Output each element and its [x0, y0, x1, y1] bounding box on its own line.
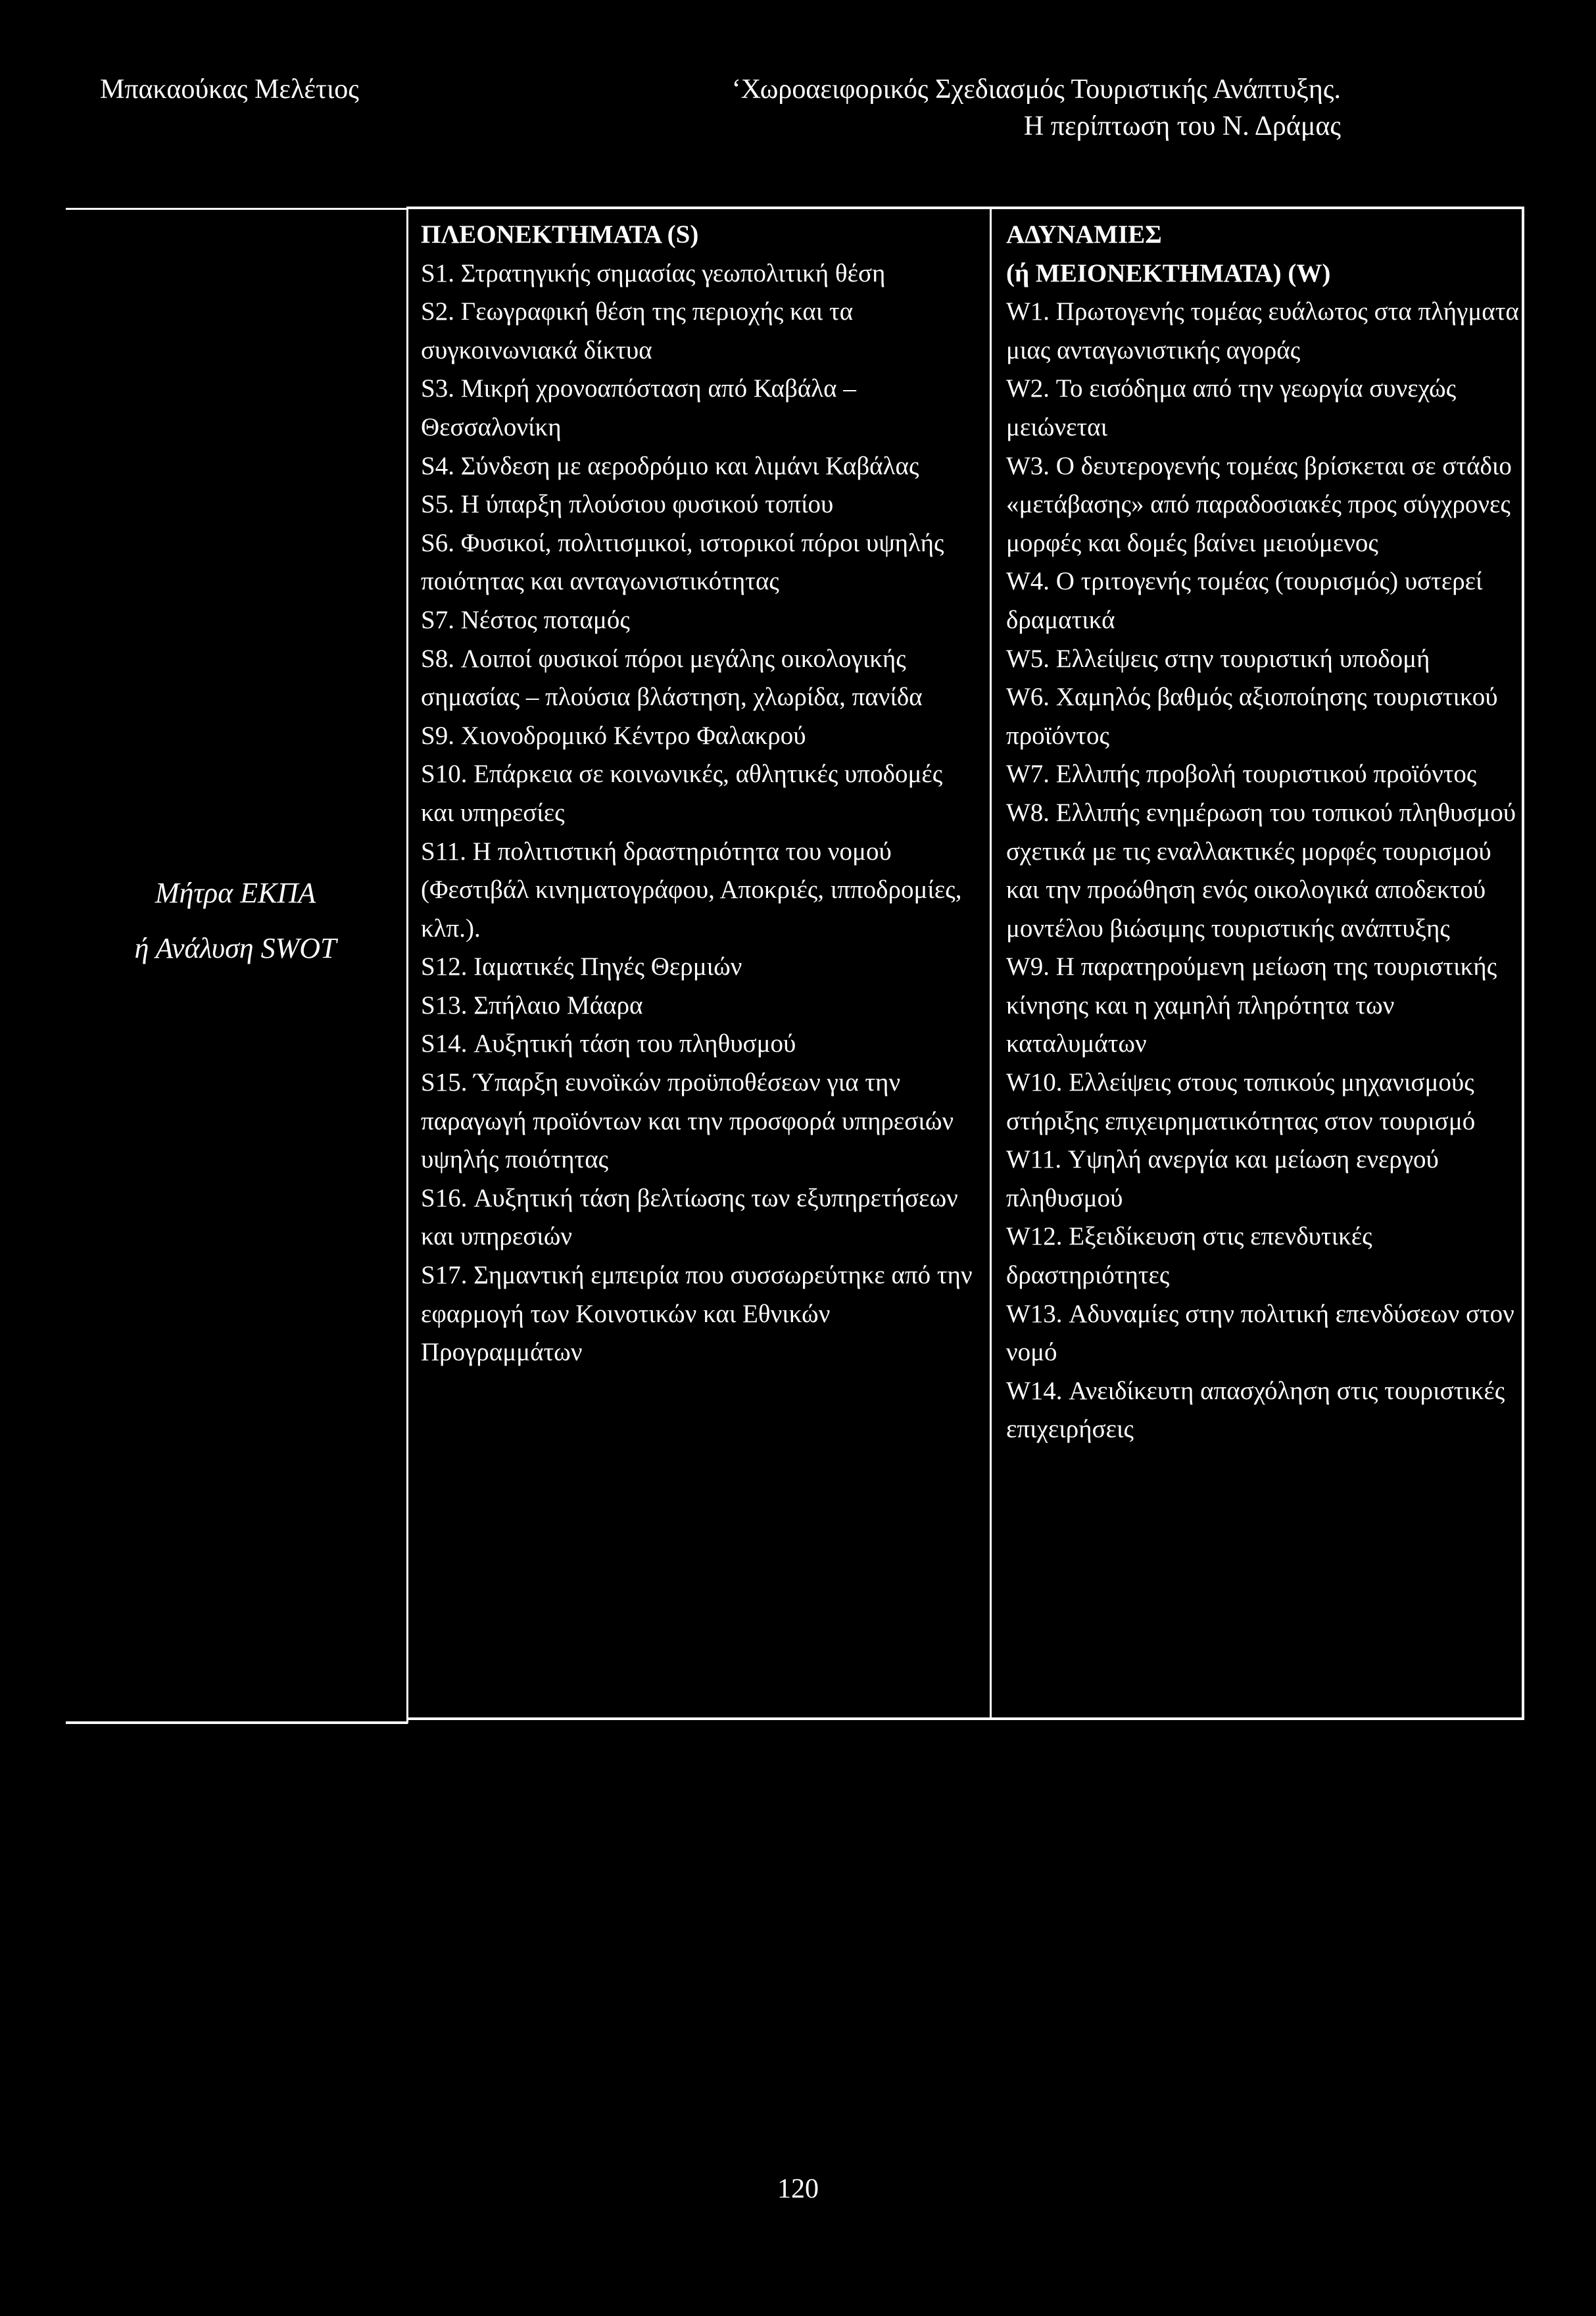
strength-item: S6. Φυσικοί, πολιτισμικοί, ιστορικοί πόροι υψηλής ποιότητας και ανταγωνιστικότητας: [421, 528, 944, 596]
table-bottom-border: [406, 1717, 1524, 1720]
weakness-item: W5. Ελλείψεις στην τουριστική υποδομή: [1006, 644, 1430, 673]
header-title-line1: ‘Χωροαειφορικός Σχεδιασμός Τουριστικής Ανάπτυξης.: [731, 74, 1341, 105]
strength-item: S13. Σπήλαιο Μάαρα: [421, 991, 643, 1020]
weaknesses-title-line2: (ή ΜΕΙΟΝΕΚΤΗΜΑΤΑ) (W): [1006, 259, 1331, 287]
weakness-item: W11. Υψηλή ανεργία και μείωση ενεργού πληθυσμού: [1006, 1145, 1439, 1212]
page-number: 120: [777, 2174, 819, 2204]
strengths-column: [421, 216, 980, 1372]
strength-item: S3. Μικρή χρονοαπόσταση από Καβάλα – Θεσσαλονίκη: [421, 374, 856, 441]
weakness-item: W14. Ανειδίκευτη απασχόληση στις τουριστικές επιχειρήσεις: [1006, 1376, 1505, 1444]
weakness-item: W4. Ο τριτογενής τομέας (τουρισμός) υστερεί δραματικά: [1006, 567, 1483, 634]
strength-item: S17. Σημαντική εμπειρία που συσσωρεύτηκε από την εφαρμογή των Κοινοτικών και Εθνικών Προγραμμάτων: [421, 1261, 973, 1367]
strength-item: S16. Αυξητική τάση βελτίωσης των εξυπηρετήσεων και υπηρεσιών: [421, 1183, 958, 1251]
table-divider-left: [406, 207, 408, 1723]
weakness-item: W7. Ελλιπής προβολή τουριστικού προϊόντος: [1006, 760, 1477, 789]
table-bottom-border-left: [66, 1721, 408, 1724]
swot-label-line1: Μήτρα ΕΚΠΑ: [155, 877, 316, 909]
swot-matrix-label: [66, 875, 405, 967]
weakness-item: W12. Εξειδίκευση στις επενδυτικές δραστηριότητες: [1006, 1222, 1372, 1290]
strength-item: S9. Χιονοδρομικό Κέντρο Φαλακρού: [421, 721, 806, 750]
weakness-item: W3. Ο δευτερογενής τομέας βρίσκεται σε στάδιο «μετάβασης» από παραδοσιακές προς σύγχρονες μορφές και δομές βαίνει μειούμενος: [1006, 451, 1512, 557]
strength-item: S8. Λοιποί φυσικοί πόροι μεγάλης οικολογικής σημασίας – πλούσια βλάστηση, χλωρίδα, πανίδα: [421, 644, 923, 712]
table-divider-middle: [990, 207, 992, 1719]
strengths-title: ΠΛΕΟΝΕΚΤΗΜΑΤΑ (S): [421, 220, 699, 249]
strength-item: S5. Η ύπαρξη πλούσιου φυσικού τοπίου: [421, 490, 834, 519]
strength-item: S14. Αυξητική τάση του πληθυσμού: [421, 1029, 796, 1058]
weakness-item: W2. Το εισόδημα από την γεωργία συνεχώς μειώνεται: [1006, 374, 1457, 441]
weakness-item: W8. Ελλιπής ενημέρωση του τοπικού πληθυσμού σχετικά με τις εναλλακτικές μορφές τουρισμού και την προώθηση ενός οικολογικά αποδεκτού μοντέλου βιώσιμης τουριστικής ανάπτυξης: [1006, 798, 1516, 943]
strength-item: S4. Σύνδεση με αεροδρόμιο και λιμάνι Καβάλας: [421, 451, 919, 480]
weaknesses-column: [1006, 216, 1526, 1449]
weakness-item: W13. Αδυναμίες στην πολιτική επενδύσεων στον νομό: [1006, 1299, 1514, 1367]
weaknesses-title-line1: ΑΔΥΝΑΜΙΕΣ: [1006, 220, 1162, 249]
strength-item: S1. Στρατηγικής σημασίας γεωπολιτική θέση: [421, 259, 886, 287]
weakness-item: W10. Ελλείψεις στους τοπικούς μηχανισμούς στήριξης επιχειρηματικότητας στον τουρισμό: [1006, 1068, 1476, 1135]
strength-item: S15. Ύπαρξη ευνοϊκών προϋποθέσεων για την παραγωγή προϊόντων και την προσφορά υπηρεσιών υψηλής ποιότητας: [421, 1068, 954, 1174]
weakness-item: W9. Η παρατηρούμενη μείωση της τουριστικής κίνησης και η χαμηλή πληρότητα των καταλυμάτων: [1006, 952, 1497, 1058]
header-title: [732, 71, 1341, 145]
strength-item: S2. Γεωγραφική θέση της περιοχής και τα συγκοινωνιακά δίκτυα: [421, 297, 854, 364]
strength-item: S10. Επάρκεια σε κοινωνικές, αθλητικές υποδομές και υπηρεσίες: [421, 760, 943, 827]
strength-item: S12. Ιαματικές Πηγές Θερμιών: [421, 952, 742, 981]
swot-label-line2: ή Ανάλυση SWOT: [134, 932, 337, 964]
weakness-item: W6. Χαμηλός βαθμός αξιοποίησης τουριστικού προϊόντος: [1006, 683, 1498, 750]
header-title-line2: Η περίπτωση του Ν. Δράμας: [1023, 111, 1341, 141]
table-top-border: [406, 207, 1524, 209]
strength-item: S7. Νέστος ποταμός: [421, 605, 630, 634]
header-author: Μπακαούκας Μελέτιος: [100, 74, 359, 105]
weakness-item: W1. Πρωτογενής τομέας ευάλωτος στα πλήγματα μιας ανταγωνιστικής αγοράς: [1006, 297, 1519, 364]
table-top-border-left: [66, 208, 408, 210]
strength-item: S11. Η πολιτιστική δραστηριότητα του νομού (Φεστιβάλ κινηματογράφου, Αποκριές, ιπποδρομίες, κλπ.).: [421, 837, 962, 943]
